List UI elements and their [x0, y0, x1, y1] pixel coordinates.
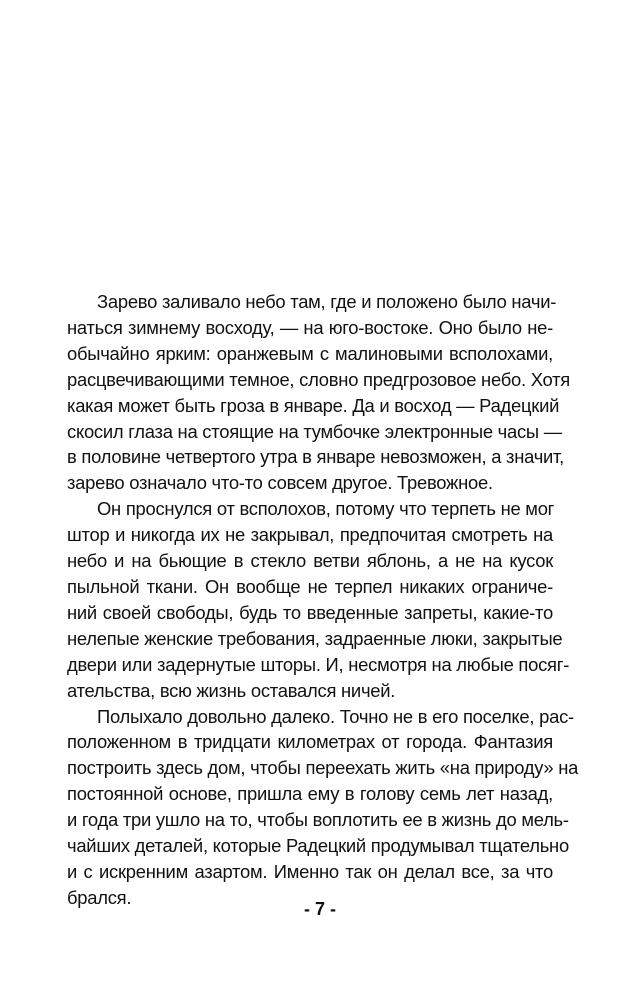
text-line: Полыхало довольно далеко. Точно не в его поселке, рас-: [97, 705, 574, 727]
text-line: чайших деталей, которые Радецкий продумывал тщательно: [67, 835, 569, 857]
body-text: [67, 289, 579, 911]
text-line: зарево означало что-то совсем другое. Тревожное.: [67, 472, 493, 494]
text-line: обычайно ярким: оранжевым с малиновыми всполохами,: [67, 342, 553, 364]
text-line: ний своей свободы, будь то введенные запреты, какие-то: [67, 601, 553, 623]
text-line: Он проснулся от всполохов, потому что терпеть не мог: [97, 498, 555, 520]
text-line: двери или задернутые шторы. И, несмотря на любые посяг-: [67, 653, 570, 675]
text-line: построить здесь дом, чтобы переехать жить «на природу» на: [67, 757, 579, 779]
text-line: постоянной основе, пришла ему в голову семь лет назад,: [67, 783, 553, 805]
text-line: положенном в тридцати километрах от города. Фантазия: [67, 731, 553, 753]
text-line: Зарево заливало небо там, где и положено было начи-: [97, 291, 557, 312]
text-line: ательства, всю жизнь оставался ничей.: [67, 679, 396, 701]
text-line: брался.: [67, 886, 132, 908]
text-line: какая может быть гроза в январе. Да и восход — Радецкий: [67, 394, 560, 416]
page-number: - 7 -: [303, 899, 336, 919]
text-line: штор и никогда их не закрывал, предпочитая смотреть на: [67, 524, 553, 546]
paragraph-1: [67, 289, 570, 496]
text-line: наться зимнему восходу, — на юго-востоке. Оно было не-: [67, 316, 553, 338]
text-line: в половине четвертого утра в январе невозможен, а значит,: [67, 446, 565, 468]
paragraph-2: [67, 496, 570, 703]
text-line: скосил глаза на стоящие на тумбочке электронные часы —: [67, 420, 562, 442]
text-line: нелепые женские требования, задраенные люки, закрытые: [67, 627, 563, 649]
text-line: пыльной ткани. Он вообще не терпел никаких ограниче-: [67, 575, 553, 597]
text-line: и года три ушло на то, чтобы воплотить ее в жизнь до мель-: [67, 809, 569, 831]
text-line: и с искренним азартом. Именно так он делал все, за что: [67, 860, 553, 882]
text-line: расцвечивающими темное, словно предгрозовое небо. Хотя: [67, 368, 570, 390]
text-line: небо и на бьющие в стекло ветви яблонь, а не на кусок: [67, 550, 553, 572]
paragraph-3: [67, 704, 579, 911]
